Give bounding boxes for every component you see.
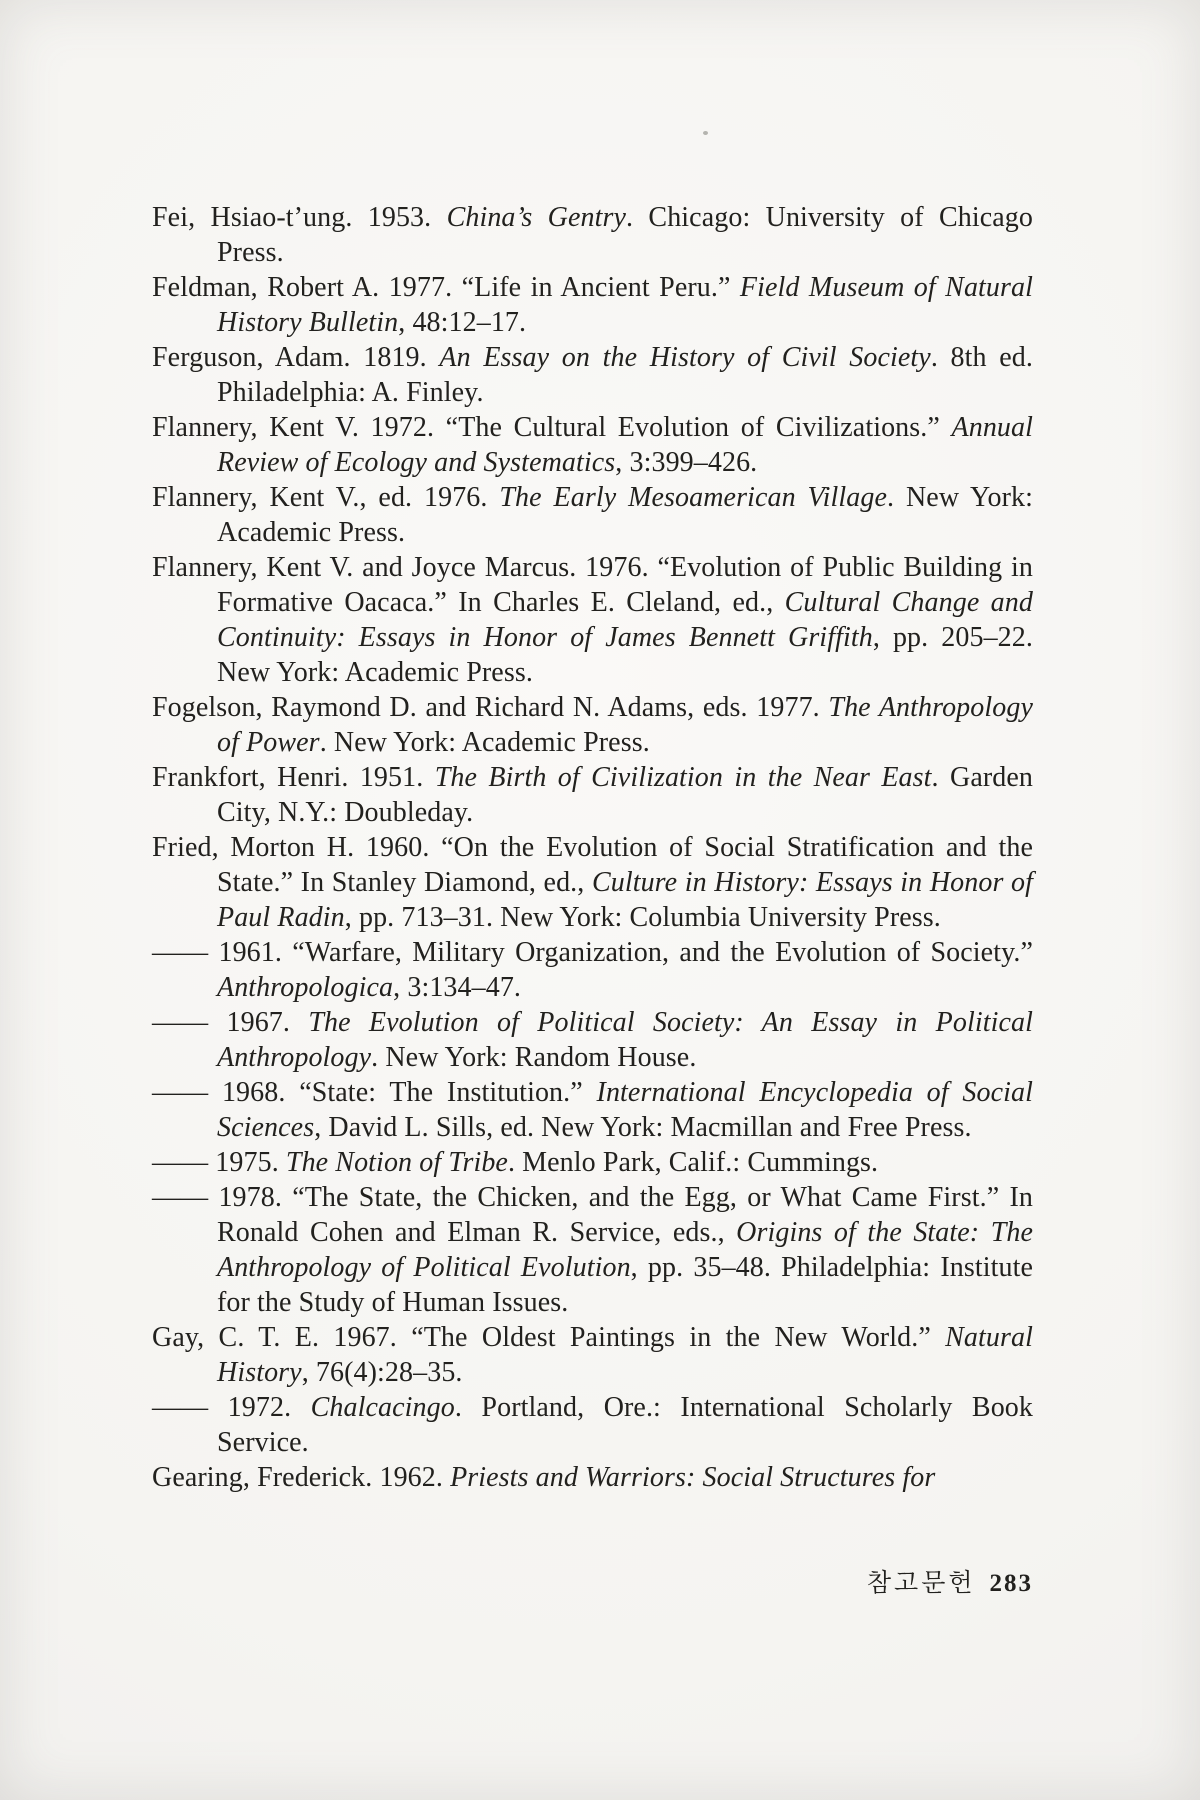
reference-entry	[152, 270, 1033, 340]
reference-title-italic: The Birth of Civilization in the Near East	[434, 762, 932, 793]
reference-title-italic: The Anthropology of Power	[217, 692, 1033, 758]
reference-text: Feldman, Robert A. 1977. “Life in Ancient Peru.”	[152, 272, 740, 303]
reference-text: . Portland, Ore.: International Scholarly Book Service.	[217, 1392, 1033, 1458]
reference-text: Flannery, Kent V., ed. 1976.	[152, 482, 500, 513]
reference-title-italic: Chalcacingo	[310, 1392, 455, 1423]
reference-text: Fried, Morton H. 1960. “On the Evolution of Social Stratification and the State.” In Stanley Diamond, ed.,	[152, 832, 1033, 898]
reference-text: —— 1967.	[152, 1007, 309, 1038]
reference-text: —— 1978. “The State, the Chicken, and the Egg, or What Came First.” In Ronald Cohen and Elman R. Service, eds.,	[152, 1182, 1033, 1248]
reference-text: , 3:399–426.	[615, 447, 758, 478]
reference-text: Fei, Hsiao-t’ung. 1953.	[152, 202, 447, 233]
reference-text: , 3:134–47.	[393, 972, 522, 1003]
reference-text: . Garden City, N.Y.: Doubleday.	[217, 762, 1034, 828]
reference-title-italic: International Encyclopedia of Social Sciences	[217, 1077, 1033, 1143]
reference-title-italic: The Notion of Tribe	[285, 1147, 508, 1178]
reference-text: —— 1972.	[152, 1392, 311, 1423]
reference-entry	[152, 935, 1033, 1005]
reference-title-italic: Field Museum of Natural History Bulletin	[217, 272, 1034, 338]
reference-title-italic: The Evolution of Political Society: An Essay in Political Anthropology	[217, 1007, 1033, 1073]
reference-entry	[152, 1320, 1033, 1390]
reference-title-italic: Annual Review of Ecology and Systematics	[217, 412, 1033, 478]
reference-entry	[152, 480, 1033, 550]
reference-title-italic: Origins of the State: The Anthropology of Political Evolution	[217, 1217, 1034, 1283]
reference-entry	[152, 1145, 1033, 1180]
reference-entry	[152, 410, 1033, 480]
reference-entry	[152, 1005, 1033, 1075]
reference-text: Frankfort, Henri. 1951.	[152, 762, 435, 793]
reference-title-italic: Cultural Change and Continuity: Essays in Honor of James Bennett Griffith	[217, 587, 1033, 653]
reference-text: Flannery, Kent V. and Joyce Marcus. 1976. “Evolution of Public Building in Formative Oacaca.” In Charles E. Cleland, ed.,	[152, 552, 1033, 618]
reference-entry	[152, 760, 1033, 830]
reference-text: Gay, C. T. E. 1967. “The Oldest Paintings in the New World.”	[152, 1322, 946, 1353]
reference-entry	[152, 200, 1033, 270]
reference-text: , 76(4):28–35.	[301, 1357, 463, 1388]
reference-text: , David L. Sills, ed. New York: Macmillan and Free Press.	[314, 1112, 972, 1143]
reference-title-italic: An Essay on the History of Civil Society	[439, 342, 931, 373]
reference-entry	[152, 1390, 1033, 1460]
reference-title-italic: Natural History	[217, 1322, 1033, 1388]
reference-text: , pp. 713–31. New York: Columbia University Press.	[344, 902, 941, 933]
reference-entry	[152, 830, 1033, 935]
reference-text: . New York: Academic Press.	[217, 482, 1033, 548]
reference-text: , 48:12–17.	[398, 307, 527, 338]
footer-page-number: 283	[989, 1570, 1033, 1597]
page-footer	[152, 1568, 1033, 1600]
reference-text: Ferguson, Adam. 1819.	[152, 342, 440, 373]
reference-text: . New York: Academic Press.	[319, 727, 650, 758]
reference-text: . Menlo Park, Calif.: Cummings.	[507, 1147, 879, 1178]
references-list	[152, 200, 1033, 1495]
reference-text: . Chicago: University of Chicago Press.	[217, 202, 1033, 268]
reference-text: Flannery, Kent V. 1972. “The Cultural Evolution of Civilizations.”	[152, 412, 952, 443]
reference-text: Gearing, Frederick. 1962.	[152, 1462, 451, 1493]
reference-entry	[152, 1460, 1033, 1495]
reference-text: —— 1968. “State: The Institution.”	[152, 1077, 597, 1108]
reference-text: . 8th ed. Philadelphia: A. Finley.	[217, 342, 1033, 408]
footer-section-title: 참고문헌	[866, 1570, 976, 1597]
reference-title-italic: Culture in History: Essays in Honor of Paul Radin	[217, 867, 1033, 933]
reference-title-italic: The Early Mesoamerican Village	[499, 482, 888, 513]
reference-entry	[152, 690, 1033, 760]
reference-text: , pp. 205–22. New York: Academic Press.	[217, 622, 1033, 688]
reference-entry	[152, 340, 1033, 410]
reference-entry	[152, 550, 1033, 690]
reference-title-italic: Priests and Warriors: Social Structures for	[450, 1462, 936, 1493]
reference-text: , pp. 35–48. Philadelphia: Institute for the Study of Human Issues.	[217, 1252, 1033, 1318]
reference-text: Fogelson, Raymond D. and Richard N. Adams, eds. 1977.	[152, 692, 829, 723]
reference-text: . New York: Random House.	[371, 1042, 697, 1073]
reference-entry	[152, 1180, 1033, 1320]
scan-speck	[703, 131, 708, 135]
reference-text: —— 1961. “Warfare, Military Organization, and the Evolution of Society.”	[152, 937, 1033, 968]
reference-title-italic: Anthropologica	[217, 972, 394, 1003]
reference-text: —— 1975.	[152, 1147, 286, 1178]
reference-title-italic: China’s Gentry	[446, 202, 627, 233]
reference-entry	[152, 1075, 1033, 1145]
